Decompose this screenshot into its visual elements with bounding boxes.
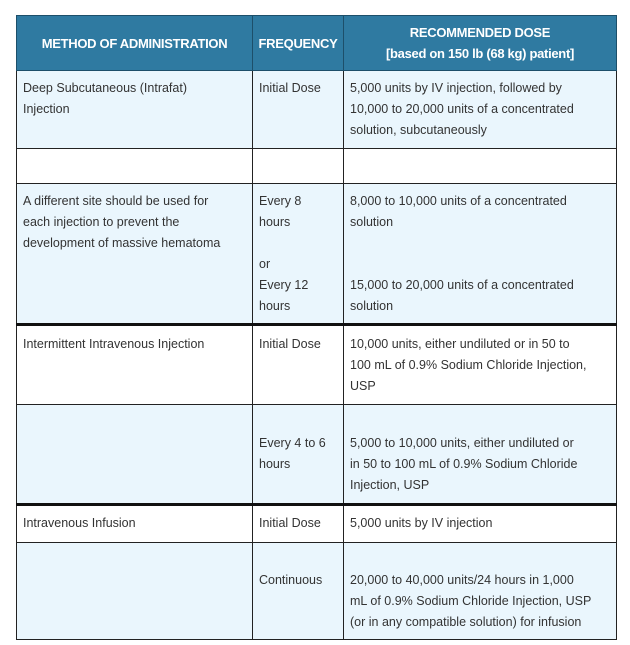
frequency-cell [253,149,344,184]
dose-text: solution, subcutaneously [350,123,487,137]
table-row [17,71,617,149]
method-text: development of massive hematoma [23,236,221,250]
dose-text: 10,000 to 20,000 units of a concentrated [350,102,574,116]
dose-cell [344,184,617,325]
dose-cell [344,325,617,405]
method-text: Intravenous Infusion [23,516,136,530]
header-dose-title: RECOMMENDED DOSE [409,25,551,40]
table-row [17,184,617,325]
method-text: A different site should be used for [23,194,209,208]
frequency-text: Continuous [259,573,323,587]
table-row [17,149,617,184]
frequency-cell [253,543,344,640]
method-cell [17,184,253,325]
dose-text: 10,000 units, either undiluted or in 50 to [350,337,570,351]
frequency-text: Every 8 [259,194,302,208]
method-cell [17,405,253,505]
method-text: Intermittent Intravenous Injection [23,337,205,351]
dose-text: 20,000 to 40,000 units/24 hours in 1,000 [350,573,574,587]
dose-text [350,233,610,254]
method-cell [17,149,253,184]
method-cell [17,325,253,405]
frequency-text: Initial Dose [259,516,321,530]
method-text: Deep Subcutaneous (Intrafat) [23,81,187,95]
frequency-cell [253,184,344,325]
dose-cell [344,405,617,505]
frequency-text: or [259,257,271,271]
dose-text: Injection, USP [350,478,430,492]
dose-text: 100 mL of 0.9% Sodium Chloride Injection, [350,358,587,372]
dosage-table [16,15,617,640]
dose-cell [344,71,617,149]
method-text: each injection to prevent the [23,215,180,229]
dose-text: (or in any compatible solution) for infusion [350,615,582,629]
table-row [17,325,617,405]
frequency-cell [253,405,344,505]
header-dose [344,16,617,71]
frequency-text: hours [259,299,291,313]
table-row [17,543,617,640]
dose-cell [344,543,617,640]
dose-text: USP [350,379,376,393]
method-cell [17,543,253,640]
dose-text: 8,000 to 10,000 units of a concentrated [350,194,567,208]
dose-text: solution [350,215,394,229]
dose-text: in 50 to 100 mL of 0.9% Sodium Chloride [350,457,578,471]
dose-text: 15,000 to 20,000 units of a concentrated [350,278,574,292]
frequency-text: Every 12 [259,278,309,292]
frequency-text: Initial Dose [259,337,321,351]
method-text: Injection [23,102,70,116]
frequency-cell [253,325,344,405]
frequency-text [259,233,337,254]
frequency-text: Initial Dose [259,81,321,95]
header-method: METHOD OF ADMINISTRATION [17,16,253,71]
frequency-text: Every 4 to 6 [259,436,326,450]
table-row [17,405,617,505]
header-row [17,16,617,71]
frequency-text: hours [259,457,291,471]
dose-cell [344,505,617,543]
frequency-text: hours [259,215,291,229]
dose-text: solution [350,299,394,313]
method-cell [17,505,253,543]
method-cell [17,71,253,149]
dose-text: 5,000 units by IV injection [350,516,493,530]
dose-text [350,254,610,275]
frequency-cell [253,505,344,543]
dose-text: mL of 0.9% Sodium Chloride Injection, USP [350,594,592,608]
dose-cell [344,149,617,184]
dose-text: 5,000 to 10,000 units, either undiluted or [350,436,574,450]
frequency-cell [253,71,344,149]
header-dose-subtitle: [based on 150 lb (68 kg) patient] [385,46,575,61]
dose-text: 5,000 units by IV injection, followed by [350,81,562,95]
header-frequency: FREQUENCY [253,16,344,71]
table-row [17,505,617,543]
